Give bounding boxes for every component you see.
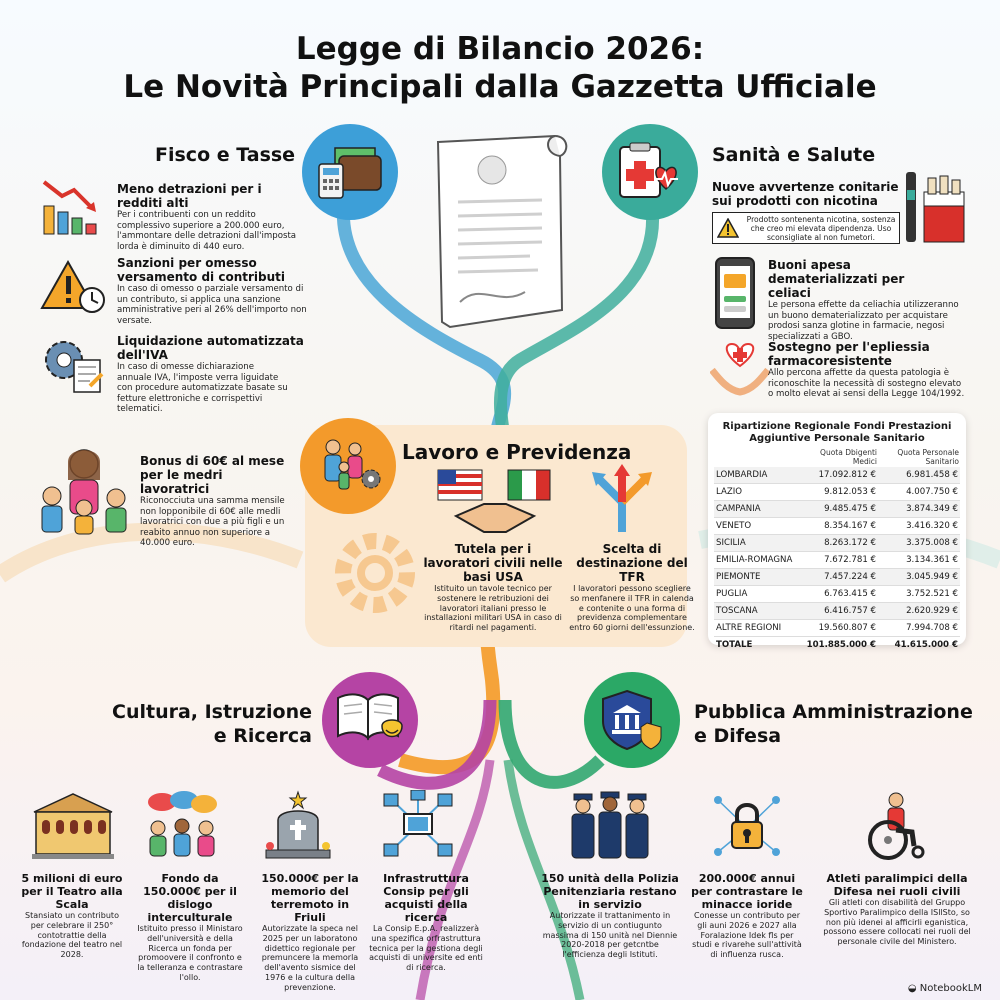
cigarettes-vape-icon (900, 170, 970, 250)
region-cell: VENETO (714, 518, 796, 535)
lavoro-title: Lavoro e Previdenza (402, 440, 632, 464)
pa-title-line-2: e Difesa (694, 725, 782, 747)
family-gear-icon (313, 435, 383, 497)
logo-text: NotebookLM (919, 983, 982, 994)
medici-cell: 7.457.224 € (796, 569, 878, 586)
people-dialogue-icon (142, 790, 222, 860)
col-header-sanitario: Quota Personale Sanitario (897, 448, 959, 466)
page-title (0, 30, 1000, 106)
medici-cell: 9.485.475 € (796, 501, 878, 518)
fisco-item-1-body: Per i contribuenti con un reddito complessivo superiore a 200.000 euro, l'ammontare delle detrazioni dall'imposta lorda è diminuito di 440 euro. (117, 210, 297, 252)
table-row (714, 586, 960, 603)
lavoro-tfr (568, 542, 696, 633)
fisco-item-3-body: In caso di omesse dichiarazione annuale IVA, l'imposte verra liguidate con procedure automatizzate basate su fetture elettroniche e corrispettivi telematici. (117, 362, 288, 414)
medici-cell: 19.560.807 € (796, 620, 878, 637)
fisco-item-1-title: Meno detrazioni per i redditi alti (117, 182, 262, 210)
sanita-item-2-body: Le persona effette da celiachia utilizzeranno un buono dematerializzato per acquistare prodosi sanza glotine in farmacie, negosi specializzati a GBO. (768, 300, 959, 342)
sanitario-cell: 2.620.929 € (878, 603, 960, 620)
table-row (714, 518, 960, 535)
pa-item-1 (540, 872, 680, 960)
crossroads-arrows-icon (586, 462, 658, 534)
table-total-row (714, 637, 960, 654)
table-row (714, 501, 960, 518)
mother-children-icon (36, 444, 132, 536)
fisco-circle (302, 124, 398, 220)
cultura-item-2-body: Istituito presso il Ministaro dell'università e della Ricerca un fonda per promoovere il confronto e la telleranza e contrastare l'ollo. (137, 924, 243, 982)
region-cell: CAMPANIA (714, 501, 796, 518)
pa-item-1-body: Autorizzate il trattanimento in servizio di un contiugunto massima di 150 unità nel Diennie 2020-2018 per getcntbe l'efficienza degli Istituti. (542, 911, 678, 960)
cultura-item-1 (18, 872, 126, 960)
total-cell: 101.885.000 € (806, 640, 876, 650)
warning-triangle-icon (717, 218, 739, 238)
region-cell: EMILIA-ROMAGNA (714, 552, 796, 569)
teatro-scala-icon (30, 790, 116, 860)
sanita-item-2-title: Buoni apesa dematerializzati per celiaci (768, 258, 905, 300)
cultura-item-3-title: 150.000€ per la memorio del terremoto in Friuli (261, 872, 359, 924)
fisco-title: Fisco e Tasse (155, 144, 296, 166)
logo-icon: ◒ (907, 983, 920, 994)
region-cell: PUGLIA (714, 586, 796, 603)
pa-circle (584, 672, 680, 768)
memorial-stone-icon (258, 790, 338, 860)
padlock-network-icon (712, 792, 782, 860)
gear-watermark-icon (330, 528, 420, 618)
region-cell: PIEMONTE (714, 569, 796, 586)
bonus-body: Riconocciuta una samma mensile non lopponibile di 60€ alle medli lavoratrici con due a più figli e un reabito annuo non superiore a 40.000 euro. (140, 496, 285, 548)
pa-item-2-title: 200.000€ annui per contrastare le minacce ioride (691, 872, 803, 911)
warning-clock-icon (40, 258, 106, 316)
cultura-item-1-body: Stansiato un contributo per celebrare il 250° contotrattie della fondazione del teatro nel 2028. (21, 911, 123, 960)
usa-title: Tutela per i lavoratori civili nelle basi USA (423, 542, 563, 584)
pa-item-3-title: Atleti paralimpici della Difesa nei ruoli civili (826, 872, 968, 898)
title-line-2: Le Novità Principali dalla Gazzetta Ufficiale (123, 69, 877, 105)
bonus-title: Bonus di 60€ al mese per le medri lavoratrici (140, 454, 285, 496)
cultura-title-line-1: Cultura, Istruzione (112, 701, 313, 723)
pa-item-3-body: Gli atleti con disabilità del Gruppo Sportivo Paralimpico della ISllSto, so non più idenei al afficirli eganistica, possono essere collocati nei ruoli del personale civile del Ministero. (823, 898, 971, 947)
phone-voucher-icon (712, 256, 768, 332)
table-row (714, 484, 960, 501)
sanitario-cell: 3.416.320 € (878, 518, 960, 535)
cultura-title-line-2: e Ricerca (213, 725, 312, 747)
cultura-item-2-title: Fondo da 150.000€ per il dislogo interculturale (143, 872, 237, 924)
sanita-item-2 (768, 258, 968, 342)
wheelchair-athlete-icon (856, 790, 932, 862)
table-row (714, 467, 960, 484)
sanita-circle (602, 124, 698, 220)
region-cell: TOSCANA (714, 603, 796, 620)
lavoro-usa (420, 542, 566, 633)
sanita-item-1 (712, 180, 912, 208)
fisco-item-2-body: In caso di omesso o parziale versamento di un contributo, si applica una sanzione amministrative peri al 26% dell'importo non versate. (117, 284, 307, 326)
cultura-item-3-body: Autorizzate la speca nel 2025 per un laboratono didettico regionale per premuncere la memorla dell'avento sismice del 1976 e la cultura della prevenzione. (261, 924, 359, 992)
fisco-item-2-title: Sanzioni per omesso versamento di contributi (117, 256, 285, 284)
sanitario-cell: 3.874.349 € (878, 501, 960, 518)
sanitario-cell: 6.981.458 € (878, 467, 960, 484)
table-row (714, 620, 960, 637)
sanitario-cell: 3.375.008 € (878, 535, 960, 552)
total-cell: 41.615.000 € (894, 640, 958, 650)
tfr-title: Scelta di destinazione del TFR (576, 542, 688, 584)
medici-cell: 17.092.812 € (796, 467, 878, 484)
medici-cell: 7.672.781 € (796, 552, 878, 569)
police-officers-icon (568, 790, 652, 862)
nicotine-warning-box (712, 212, 900, 244)
lavoro-circle (300, 418, 396, 514)
wallet-calculator-icon (315, 142, 385, 202)
pa-item-3 (822, 872, 972, 947)
sanitario-cell: 3.134.361 € (878, 552, 960, 569)
usa-body: Istituito un tavole tecnico per sostenere le retribuzioni dei lavoratori italiani presso le installazioni militari USA in caso di ritardi nel pagamenti. (424, 584, 562, 633)
declining-bar-chart-icon (40, 176, 102, 238)
medici-cell: 6.763.415 € (796, 586, 878, 603)
pa-item-2-body: Conesse un contributo per gli auni 2026 e 2027 alla Foralazione Idek fls per studi e rivarehe sull'attività di influenza rusca. (692, 911, 802, 960)
table-row (714, 535, 960, 552)
pa-title-line-1: Pubblica Amministrazione (694, 701, 973, 723)
fisco-item-3 (117, 334, 339, 415)
fisco-item-3-title: Liquidazione automatizzata dell'IVA (117, 334, 304, 362)
col-header-medici: Quota Dbigenti Medici (820, 448, 877, 466)
sanita-title: Sanità e Salute (712, 144, 876, 166)
gazzetta-document-icon (430, 132, 575, 332)
sanitario-cell: 3.752.521 € (878, 586, 960, 603)
medici-cell: 6.416.757 € (796, 603, 878, 620)
regional-funds-table (708, 413, 966, 650)
sanitario-cell: 3.045.949 € (878, 569, 960, 586)
table-body (714, 467, 960, 653)
fisco-item-2 (117, 256, 309, 326)
hands-cross-icon (710, 340, 770, 398)
medici-cell: 8.354.167 € (796, 518, 878, 535)
title-line-1: Legge di Bilancio 2026: (295, 31, 705, 67)
region-cell: LAZIO (714, 484, 796, 501)
cultura-item-3 (254, 872, 366, 993)
cultura-title (112, 700, 312, 748)
table-row (714, 569, 960, 586)
medici-cell: 9.812.053 € (796, 484, 878, 501)
cultura-item-4 (368, 872, 484, 973)
table-title: Ripartizione Regionale Fondi Prestazioni Aggiuntive Personale Sanitario (722, 421, 952, 444)
sanitario-cell: 4.007.750 € (878, 484, 960, 501)
flags-handshake-icon (436, 466, 554, 538)
sanita-item-3 (768, 340, 968, 400)
pa-item-2 (690, 872, 804, 960)
nicotine-warning-text: Prodotto sontenenta nicotina, sostenza che creo mi elevata dipendenza. Uso sconsigliate al non fumetori. (746, 214, 896, 242)
gear-document-icon (40, 334, 108, 396)
notebooklm-logo (908, 983, 982, 994)
region-cell: ALTRE REGIONI (714, 620, 796, 637)
table-row (714, 603, 960, 620)
fisco-item-1 (117, 182, 307, 252)
cultura-circle (322, 672, 418, 768)
region-cell: LOMBARDIA (714, 467, 796, 484)
sanita-item-3-body: Allo percona affette da questa patologia è riconoschite la necessità di sostegno elevato o molto elevat ai sensi della Legge 104/1992. (768, 368, 965, 399)
cultura-item-4-title: Infrastruttura Consip per gli acquisti della ricerca (383, 872, 469, 924)
table-row (714, 552, 960, 569)
sanita-item-3-title: Sostegno per l'epliessia farmacoresistente (768, 340, 930, 368)
cultura-item-4-body: La Consip E.p.A. realizzerà una spezifica orfrastruttura tecnica per la gestiona degli acquisti di universite ed enti di ricerca. (369, 924, 483, 973)
sanita-item-1-title: Nuove avvertenze conitarie sui prodotti con nicotina (712, 180, 899, 208)
sanitario-cell: 7.994.708 € (878, 620, 960, 637)
total-cell: TOTALE (716, 640, 753, 650)
pa-title (694, 700, 973, 748)
cultura-item-2 (134, 872, 246, 983)
cultura-item-1-title: 5 milioni di euro per il Teatro alla Scala (21, 872, 123, 911)
shield-building-icon (599, 687, 665, 753)
funds-table (714, 447, 960, 653)
clipboard-heart-icon (614, 141, 686, 203)
book-mask-icon (334, 688, 406, 752)
bonus-item (140, 454, 290, 549)
network-computer-icon (378, 790, 458, 860)
medici-cell: 8.263.172 € (796, 535, 878, 552)
tfr-body: I lavoratori pessono scegliere so menfanere il TFR in calenda e contenite o una forma di previdenza complementare entro 60 giorni dell'essunzione. (569, 584, 695, 633)
region-cell: SICILIA (714, 535, 796, 552)
pa-item-1-title: 150 unità della Polizia Penitenziaria restano in servizio (541, 872, 679, 911)
